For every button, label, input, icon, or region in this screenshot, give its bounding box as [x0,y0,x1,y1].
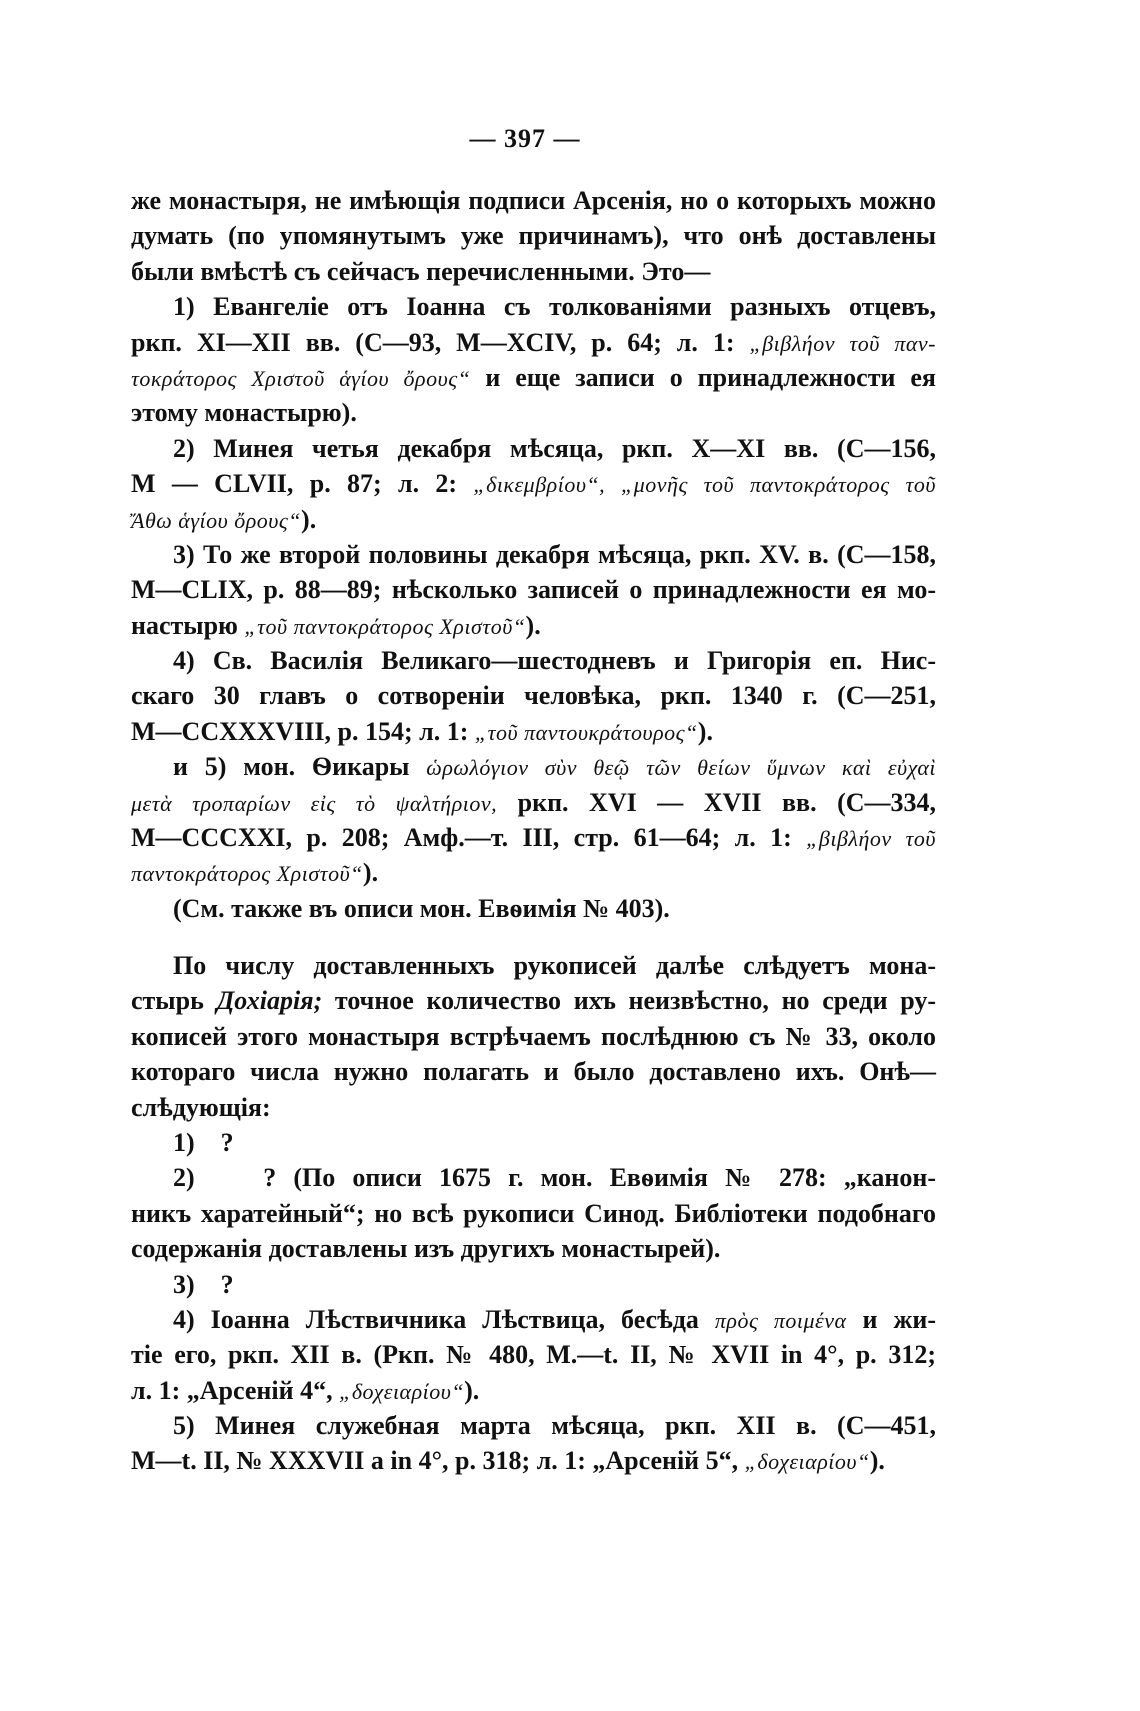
text-segment: ). [464,1375,480,1405]
greek-quote: „τοῦ παντουκράτουρος“ [474,719,698,745]
text-segment: 3) ? [173,1269,234,1299]
text-line [131,325,936,360]
text-line [131,572,936,607]
text-line [131,714,936,749]
paragraph [131,289,936,431]
text-line [131,948,936,983]
text-segment: и еще записи о принадлежности ея [470,362,936,392]
text-line [131,1090,936,1125]
text-line [131,431,936,466]
text-segment: 4) Іоанна Лѣствичника Лѣствица, бесѣда [173,1304,715,1334]
text-segment: кописей этого монастыря встрѣчаемъ послѣднюю съ № 33, около [131,1021,936,1051]
text-line [131,1160,936,1195]
greek-quote: παντοκράτορος Χριστοῦ“ [131,861,363,887]
greek-quote: „δικεμβρίου“, „μονῆς τοῦ παντοκράτορος τοῦ [473,472,936,498]
text-segment: 2) ? (По описи 1675 г. мон. Евѳимія № 278: „канон- [173,1163,936,1193]
text-line [131,1267,936,1302]
text-segment: содержанія доставлены изъ другихъ монастырей). [131,1234,721,1264]
greek-quote: „τοῦ παντοκράτορος Χριστοῦ“ [244,613,526,639]
text-segment: точное количество ихъ неизвѣстно, но среди ру- [322,986,936,1016]
text-segment: М — CLVII, р. 87; л. 2: [131,469,474,499]
text-segment: слѣдующія: [131,1092,271,1122]
paragraph [131,1267,936,1302]
text-line [131,254,936,289]
paragraph [131,1302,936,1408]
text-segment: М—CLIX, р. 88—89; нѣсколько записей о принадлежности ея мо- [131,575,936,605]
text-segment: ). [301,504,317,534]
text-line [131,1019,936,1054]
greek-quote: „δοχειαρίου“ [339,1378,465,1404]
text-segment: стырь [131,986,217,1016]
text-line [131,749,936,784]
text-line [131,537,936,572]
text-line [131,1054,936,1089]
paragraph [131,1125,936,1160]
text-segment: ). [869,1446,885,1476]
paragraph [131,1160,936,1266]
text-line [131,1196,936,1231]
text-line [131,395,936,430]
text-line [131,218,936,253]
text-segment: 1) Евангеліе отъ Іоанна съ толкованіями разныхъ отцевъ, [173,292,936,322]
text-segment: настырю [131,610,245,640]
greek-quote: „βιβλήον τοῦ [806,826,936,852]
text-line [131,643,936,678]
text-segment: 3) То же второй половины декабря мѣсяца, ркп. XV. в. (С—158, [173,539,936,569]
greek-quote: „δοχειαρίου“ [744,1449,870,1475]
text-line [131,1231,936,1266]
text-line [131,1125,936,1160]
text-line [131,1337,936,1372]
greek-quote: πρὸς ποιμένα [714,1307,847,1333]
text-line [131,502,936,537]
text-segment: л. 1: „Арсеній 4“, [131,1375,340,1405]
text-segment: ркп. XI—XII вв. (С—93, М—XCIV, р. 64; л. 1: [131,327,750,357]
text-segment: 2) Минея четья декабря мѣсяца, ркп. X—XI вв. (С—156, [173,433,936,463]
greek-quote: Ἄθω ἁγίου ὄρους“ [131,507,302,533]
section-athos-pantokrator-list [131,183,936,926]
paragraph [131,431,936,537]
text-segment: По числу доставленныхъ рукописей далѣе слѣдуетъ мона- [173,951,936,980]
text-segment: 1) ? [173,1127,234,1157]
text-line [131,183,936,218]
text-segment: 4) Св. Василія Великаго—шестодневъ и Григорія еп. Нис- [173,646,936,676]
text-segment: и жи- [846,1304,936,1334]
section-dochiariou-list [131,948,936,1479]
text-line [131,1373,936,1408]
paragraph [131,948,936,1125]
text-segment: ). [525,610,541,640]
text-segment: М—t. II, № XXXVII a in 4°, р. 318; л. 1: „Арсеній 5“, [131,1446,745,1476]
page-number: — 397 — [469,124,581,153]
text-line [131,785,936,820]
text-segment: котораго числа нужно полагать и было доставлено ихъ. Онѣ— [131,1057,936,1087]
italic-name: Дохіарія; [216,986,323,1016]
text-segment: и 5) мон. Ѳикары [173,752,427,782]
text-line [131,360,936,395]
paragraph [131,183,936,289]
text-segment: думать (по упомянутымъ уже причинамъ), что онѣ доставлены [131,221,936,251]
text-line [131,855,936,890]
text-segment: ркп. XVI — XVII вв. (С—334, [497,787,937,817]
text-segment: этому монастырю). [131,398,357,428]
paragraph [131,537,936,643]
text-segment: скаго 30 главъ о сотвореніи человѣка, ркп. 1340 г. (С—251, [131,681,936,711]
text-segment: 5) Минея служебная марта мѣсяца, ркп. XII в. (С—451, [173,1411,936,1441]
text-segment: же монастыря, не имѣющія подписи Арсенія, но о которыхъ можно [131,186,936,215]
text-line [131,1443,936,1478]
greek-quote: τοκράτορος Χριστοῦ ἁγίου ὄρους“ [131,365,471,391]
text-line [131,891,936,926]
text-line [131,289,936,324]
paragraph [131,643,936,749]
text-segment: (См. также въ описи мон. Евѳимія № 403). [173,893,670,923]
text-segment: М—CCCXXI, р. 208; Амф.—т. III, стр. 61—64; л. 1: [131,823,807,853]
paragraph [131,749,936,891]
paragraph [131,891,936,926]
text-line [131,608,936,643]
text-segment: никъ харатейный“; но всѣ рукописи Синод. Библіотеки подобнаго [131,1198,936,1228]
text-line [131,1302,936,1337]
greek-quote: „βιβλήον τοῦ παν- [749,330,937,356]
text-line [131,466,936,501]
text-line [131,820,936,855]
text-segment: М—CCXXXVIII, р. 154; л. 1: [131,716,475,746]
text-line [131,678,936,713]
text-line [131,983,936,1018]
greek-quote: μετὰ τροπαρίων εἰς τὸ ψαλτήριον, [131,790,498,816]
text-line [131,1408,936,1443]
greek-quote: ὡρωλόγιον σὺν θεῷ τῶν θείων ὕμνων καὶ εὐχαὶ [426,755,936,781]
text-segment: ). [697,716,713,746]
text-segment: ). [362,858,379,888]
text-segment: тіе его, ркп. XII в. (Ркп. № 480, М.—t. II, № XVII in 4°, р. 312; [131,1340,936,1370]
paragraph [131,1408,936,1479]
text-segment: были вмѣстѣ съ сейчасъ перечисленными. Это— [131,256,711,286]
